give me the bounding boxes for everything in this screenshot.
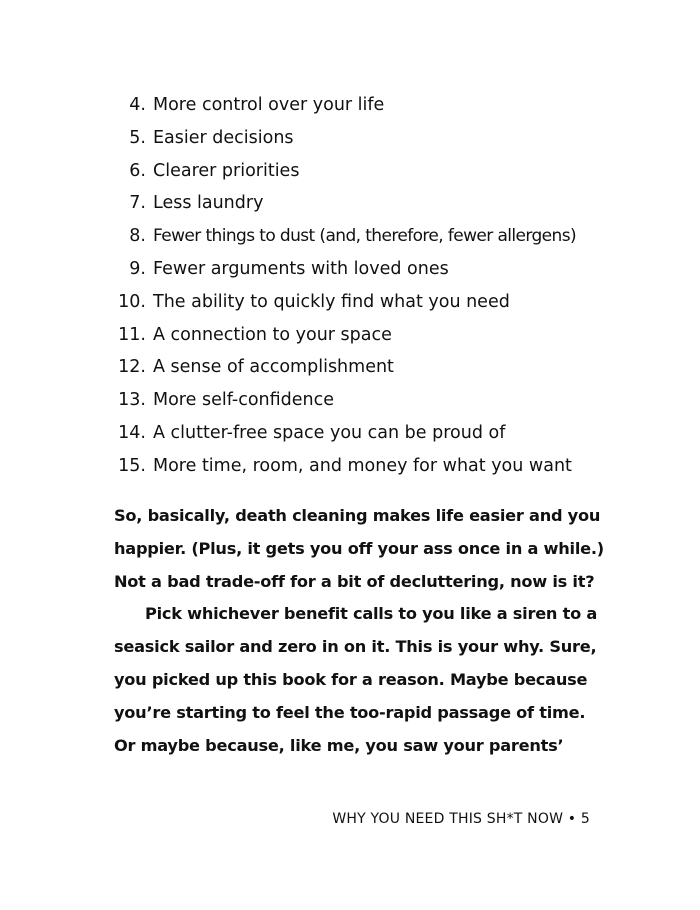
list-item-number: 10. [118,291,146,312]
list-item [112,220,672,253]
list-item-number: 7. [129,193,146,214]
list-item [112,122,672,155]
list-item [112,351,672,384]
list-item-text: More control over your life [153,95,385,115]
list-item [112,155,672,188]
list-item [112,319,672,352]
footer-separator: • [567,811,577,827]
list-item-text: The ability to quickly find what you need [153,291,510,312]
list-item [112,187,672,220]
paragraph-line: seasick sailor and zero in on it. This is your why. Sure, [114,637,597,657]
body-paragraphs [114,500,604,762]
list-item [112,450,672,483]
paragraph-line: happier. (Plus, it gets you off your ass once in a while.) [114,538,604,558]
list-item-text: A connection to your space [153,324,392,345]
paragraph-line: Pick whichever benefit calls to you like a siren to a [145,604,598,624]
paragraph-line: you’re starting to feel the too-rapid passage of time. [114,702,586,722]
list-item-text: Clearer priorities [153,160,300,181]
paragraph-line: Not a bad trade-off for a bit of decluttering, now is it? [114,571,595,591]
list-item-number: 13. [118,390,146,411]
list-item-text: Fewer things to dust (and, therefore, fewer allergens) [153,226,577,247]
list-item-number: 11. [118,324,146,345]
list-item-number: 15. [118,455,146,476]
list-item-number: 14. [118,422,146,443]
list-item-number: 9. [129,258,146,279]
paragraph-line: you picked up this book for a reason. Maybe because [114,669,588,689]
list-item [112,384,672,417]
running-head: WHY YOU NEED THIS SH*T NOW [332,811,564,827]
list-item-text: Fewer arguments with loved ones [153,258,449,279]
list-item-number: 4. [129,95,146,115]
list-item-text: More self-confidence [153,390,335,411]
paragraph-line: So, basically, death cleaning makes life easier and you [114,506,601,525]
benefits-list [112,89,672,483]
list-item [112,253,672,286]
list-item [112,417,672,450]
list-item-text: Less laundry [153,193,264,214]
paragraph-line: Or maybe because, like me, you saw your parents’ [114,735,564,755]
page-footer [332,811,590,827]
list-item [112,89,672,122]
list-item [112,286,672,319]
page-number: 5 [580,811,590,827]
list-item-number: 8. [129,226,146,247]
list-item-number: 5. [129,127,146,148]
list-item-text: More time, room, and money for what you want [153,455,572,476]
list-item-text: Easier decisions [153,127,294,148]
list-item-text: A clutter-free space you can be proud of [153,422,506,443]
list-item-number: 6. [129,160,146,181]
list-item-number: 12. [118,357,146,378]
list-item-text: A sense of accomplishment [153,357,394,378]
